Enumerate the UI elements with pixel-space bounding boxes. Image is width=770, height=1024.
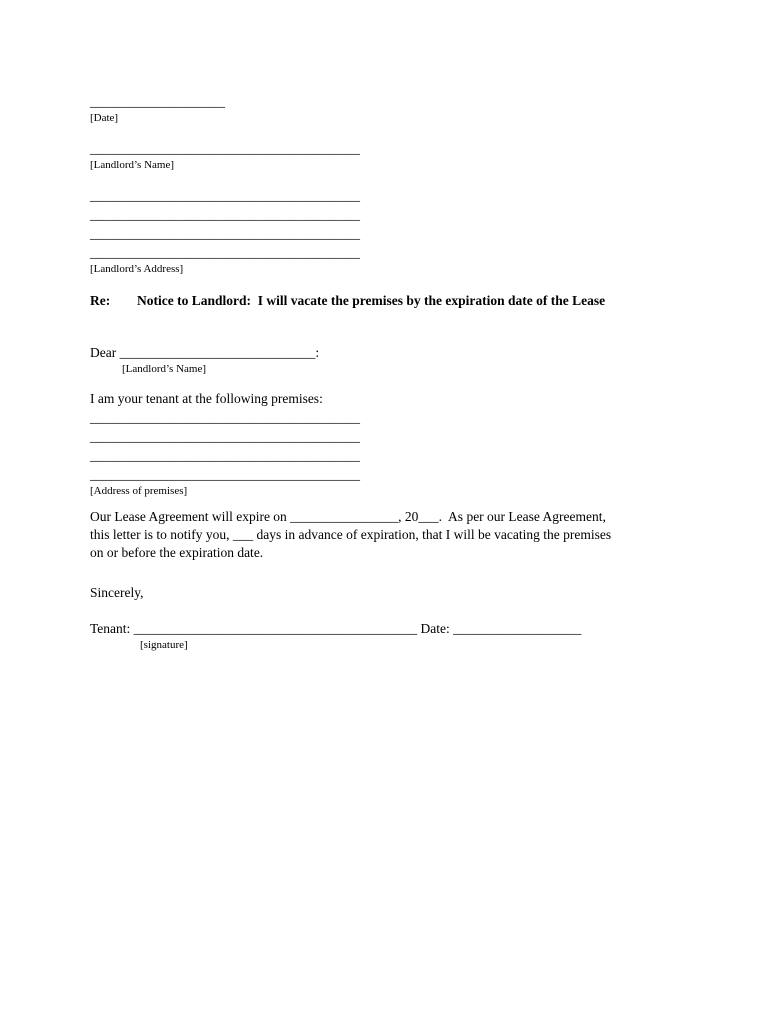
body-paragraph	[90, 508, 682, 562]
closing: Sincerely,	[90, 585, 144, 600]
landlord-address-label: [Landlord’s Address]	[90, 263, 184, 275]
landlord-name-label: [Landlord’s Name]	[90, 159, 174, 171]
landlord-address-blank-line: ________________________________________	[90, 207, 360, 222]
date-label: [Date]	[90, 112, 119, 124]
date-blank-line: ____________________	[90, 94, 225, 109]
landlord-address-blank-line: ________________________________________	[90, 226, 360, 241]
premises-intro: I am your tenant at the following premises:	[90, 391, 323, 406]
salutation-landlord-name-label: [Landlord’s Name]	[122, 363, 206, 375]
premises-blank-line: ________________________________________	[90, 429, 360, 444]
landlord-address-blank-line: ________________________________________	[90, 245, 360, 260]
signature-line: Tenant: __________________________________________ Date: ___________________	[90, 621, 582, 636]
body-paragraph-line: Our Lease Agreement will expire on ________________, 20___. As per our Lease Agreement,	[90, 509, 606, 524]
landlord-address-blank-lines	[90, 186, 682, 262]
body-paragraph-line: on or before the expiration date.	[90, 545, 264, 560]
landlord-address-blank-line: ________________________________________	[90, 188, 360, 203]
salutation: Dear _____________________________:	[90, 345, 320, 360]
subject-text: Notice to Landlord: I will vacate the premises by the expiration date of the Lease	[137, 293, 606, 308]
premises-blank-lines	[90, 408, 682, 484]
signature-label: [signature]	[140, 639, 188, 651]
premises-blank-line: ________________________________________	[90, 448, 360, 463]
body-paragraph-line: this letter is to notify you, ___ days in advance of expiration, that I will be vacating the premises	[90, 527, 612, 542]
subject-prefix: Re:	[90, 293, 111, 308]
premises-blank-line: ________________________________________	[90, 467, 360, 482]
premises-blank-line: ________________________________________	[90, 410, 360, 425]
subject-line	[90, 292, 682, 310]
landlord-name-blank-line: ________________________________________	[90, 141, 360, 156]
premises-label: [Address of premises]	[90, 485, 188, 497]
